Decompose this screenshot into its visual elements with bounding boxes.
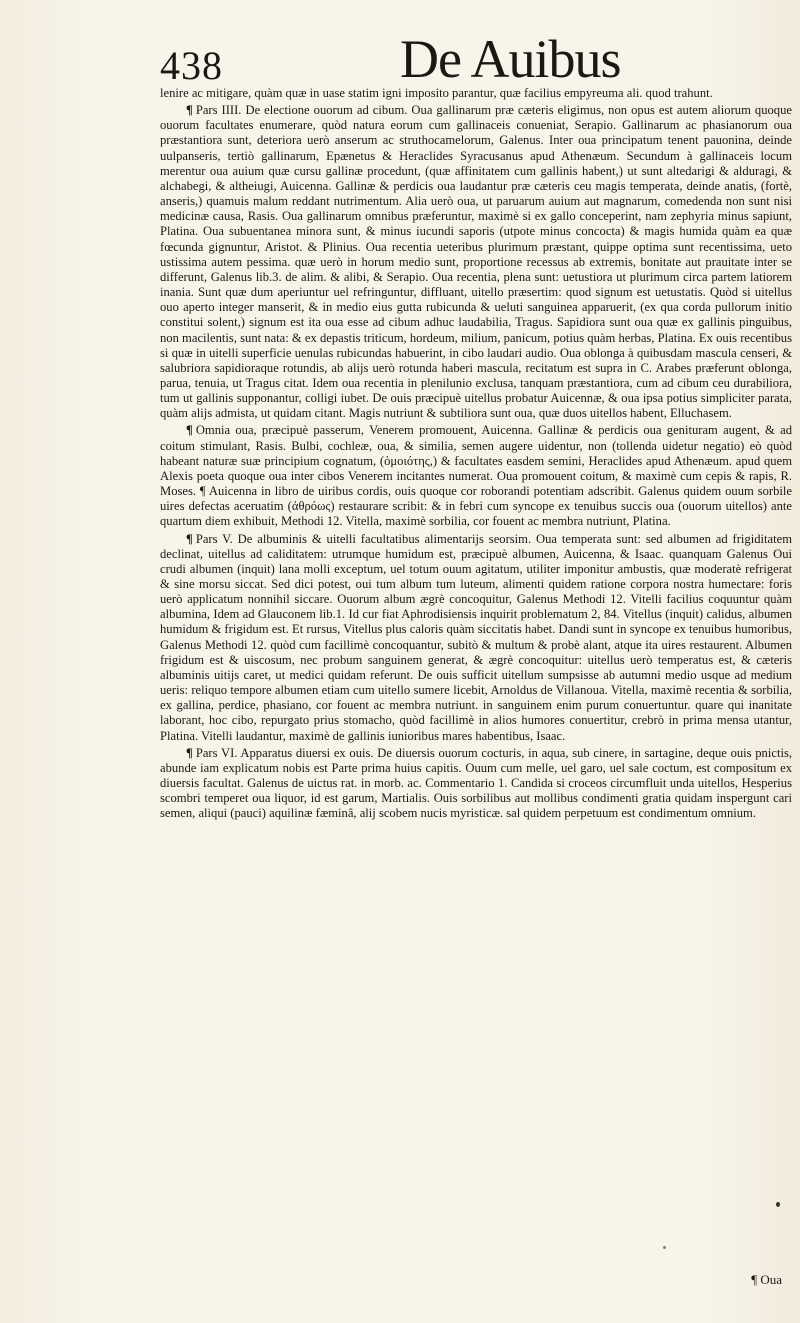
ink-spot-icon <box>663 1246 666 1249</box>
paragraph-text: lenire ac mitigare, quàm quæ in uase statim igni imposito parantur, quæ facilius empyreuma ali. quod trahunt. <box>160 86 713 100</box>
page-number: 438 <box>160 43 223 88</box>
paragraph <box>160 746 792 822</box>
running-head: De Auibus <box>400 29 621 89</box>
paragraph-text: Omnia oua, præcipuè passerum, Venerem promouent, Auicenna. Gallinæ & perdicis oua genituram augent, & ad coitum stimulant, Rasis. Bulbi, cochleæ, oua, & similia, semen augere uidentur, non (tollenda uidetur negatio) eò quòd habeant naturæ suæ principium cognatum, (ὁμοιότης,) & facultates easdem semini, Heraclides apud Athenæum. apud quem Alexis poeta quoque oua inter cibos Venerem incitantes numerat. Oua promouent coitum, & maximè cum cepis & rapis, R. Moses. ¶ Auicenna in libro de uiribus cordis, ouis quoque cor roborandi potentiam adscribit. Galenus quidem ouum sorbile uires defectas aceruatim (ἀθρόως) restaurare scribit: & in febri cum syncope ex tenuibus succis oua (ouorum uitellos) ante quartum diem exhibuit, Methodi 12. Vitella, maximè sorbilia, cor fouent ac membra nutriunt, Platina. <box>160 423 792 529</box>
page-header <box>160 28 780 88</box>
paragraph <box>160 532 792 744</box>
ink-spot-icon <box>776 1202 780 1207</box>
paragraph <box>160 423 792 529</box>
pilcrow-icon: ¶ <box>186 103 193 118</box>
paragraph-text: Pars V. De albuminis & uitelli facultatibus alimentarijs seorsim. Oua temperata sunt: sed albumen ad frigiditatem declinat, uitellus ad caliditatem: utrumque humidum est, præcipuè albumen, Auicenna, & Isaac. quanquam Galenus Oui crudi albumen (inquit) lana molli exceptum, uel totum ouum agitatum, utiliter imponitur ambustis, quæ moderatè refrigerat & sine morsu siccat. Sed dici potest, oui tum album tum luteum, alimenti quidem ratione corpora nostra humectare: foris uerò applicatum nonnihil siccare. Ouorum album ægrè concoquitur, Galenus Methodi 12. Vitelli facilius coquuntur quàm albumina, Idem ad Glauconem lib.1. Id cur fiat Aphrodisiensis inquirit problematum 2, 84. Vitellus (inquit) calidus, albumen humidum & frigidum est. Et rursus, Vitellus plus caloris quàm siccitatis habet. Dandi sunt in syncope ex tenuibus humoribus, Galenus Methodi 12. quòd cum facillimè concoquantur, subitò & multum & probè alant, atque ita uires restaurent. Albumen frigidum est & uiscosum, nec probum sanguinem generat, & ægrè concoquitur: uitellus uerò temperatus est, & cæteris albuminis uitijs caret, ut medici quidam referunt. De ouis sufficit uitellum sumpsisse ab autumni medio usque ad medium ueris: reliquo tempore albumen etiam cum uitello sumere licebit, Arnoldus de Villanoua. Vitella, maximè recentia & sorbilia, ex gallina, perdice, phasiano, cor fouent ac membra nutriunt. in sanguinem enim purum conuertuntur. quare qui inanitate laborant, hoc cibo, repurgato prius stomacho, quòd facillimè in alios humores conuertitur, crebrò in prima mensa utantur, Platina. Vitelli laudantur, maximè de gallinis iunioribus mares habentibus, Isaac. <box>160 531 792 743</box>
paragraph-text: Pars IIII. De electione ouorum ad cibum. Oua gallinarum præ cæteris eligimus, non opus est autem aliorum quoque ouorum facultates enumerare, quòd natura eorum cum gallinaceis conueniat, Serapio. Gallinarum ac phasianorum oua præstantiora sunt, deteriora uerò anserum ac struthocamelorum, Galenus. Inter oua principatum tenent pauonina, deinde uulpanseris, tertiò gallinarum, Epænetus & Heraclides Syracusanus apud Athenæum. Secundum à gallinaceis locum merentur oua auium quæ cursu gallinæ procedunt, (quæ affinitatem cum gallinis habent,) ut sunt altedarigi & alduragi, & alchabegi, & altheiugi, Auicenna. Gallinæ & perdicis oua laudantur præ cæteris ceu magis temperata, deinde anatis, (fortè, anseris,) quamuis malum reddant nutrimentum. Alia uerò oua, ut paruarum auium aut magnarum, comedenda non sunt nisi medicinæ causa, Rasis. Oua gallinarum omnibus præferuntur, maximè si ex gallo conceperint, nam zephyria minus sapiunt, Platina. Oua subuentanea minora sunt, & minus iucundi saporis (utpote minus concocta) & magis humida quàm ea quæ fœcunda gignuntur, Aristot. & Plinius. Oua recentia ueteribus plurimum præstant, quippe optima sunt recentissima, ueto ustissima autem pessima. quæ uerò in horum medio sunt, proportione recessus ab extremis, bonitate aut prauitate inter se differunt, Galenus lib.3. de alim. & alibi, & Serapio. Oua recentia, plena sunt: uetustiora ut plurimum circa partem latiorem inania. Sunt quæ dum aperiuntur uel refringuntur, diffluant, uitello præsertim: quod signum est uetustatis. Quòd si uitellus ouo aperto integer manserit, & in medio eius gutta rubicunda & ueluti sanguinea apparuerit, (ex qua corda pullorum initio constitui solent,) signum est ita oua esse ad cibum adhuc laudabilia, Tragus. Sapidiora sunt oua quæ ex gallinis pinguibus, non macilentis, sunt nata: & ex depastis triticum, hordeum, milium, panicum, potius quàm herbas, Platina. Ex ouis recentibus si quæ in uitelli superficie uenulas rubicundas habuerint, in cibo laudari audio. Oua oblonga à quibusdam mascula censeri, & salubriora sapidioraque rotundis, ab alijs uerò rotunda haberi mascula, recitatum est supra in C. Arabes præferunt oblonga, parua, tenuia, ut Tragus citat. Idem oua recentia in plenilunio exclusa, tanquam præstantiora, cum ad cibum ceu durabiliora, tum ut gallinis supponantur, colligi iubet. De ouis præcipuè uitellus probatur Auicennæ, & oua ipsa potius simpliciter parata, quàm alijs admista, ut quidam citant. Magis nutriunt & subtiliora sunt oua, quæ duos uitellos habent, Elluchasem. <box>160 103 792 421</box>
catchword: ¶ Oua <box>751 1272 782 1287</box>
paragraph <box>160 103 792 421</box>
text-column <box>160 86 792 822</box>
pilcrow-icon: ¶ <box>186 423 193 438</box>
paragraph <box>160 86 792 101</box>
paragraph-text: Pars VI. Apparatus diuersi ex ouis. De diuersis ouorum cocturis, in aqua, sub cinere, in sartagine, deque ouis pnictis, abunde iam explicatum nobis est Parte prima huius capitis. Ouum cum melle, uel garo, uel sale coctum, est compositum ex diuersis facultat. Galenus de uictus rat. in morb. ac. Commentario 1. Candida si croceos circumfluit unda uitellos, Hesperius scombri temperet oua liquor, id est garum, Martialis. Ouis sorbilibus aut mollibus condimenti gratia quidam inspergunt cari semen, aliqui (pauci) aquilinæ fæminâ, alij scobem nucis myristicæ. sal quidem perpetuum est condimentum omnium. <box>160 745 792 821</box>
pilcrow-icon: ¶ <box>186 531 193 546</box>
pilcrow-icon: ¶ <box>186 745 193 760</box>
